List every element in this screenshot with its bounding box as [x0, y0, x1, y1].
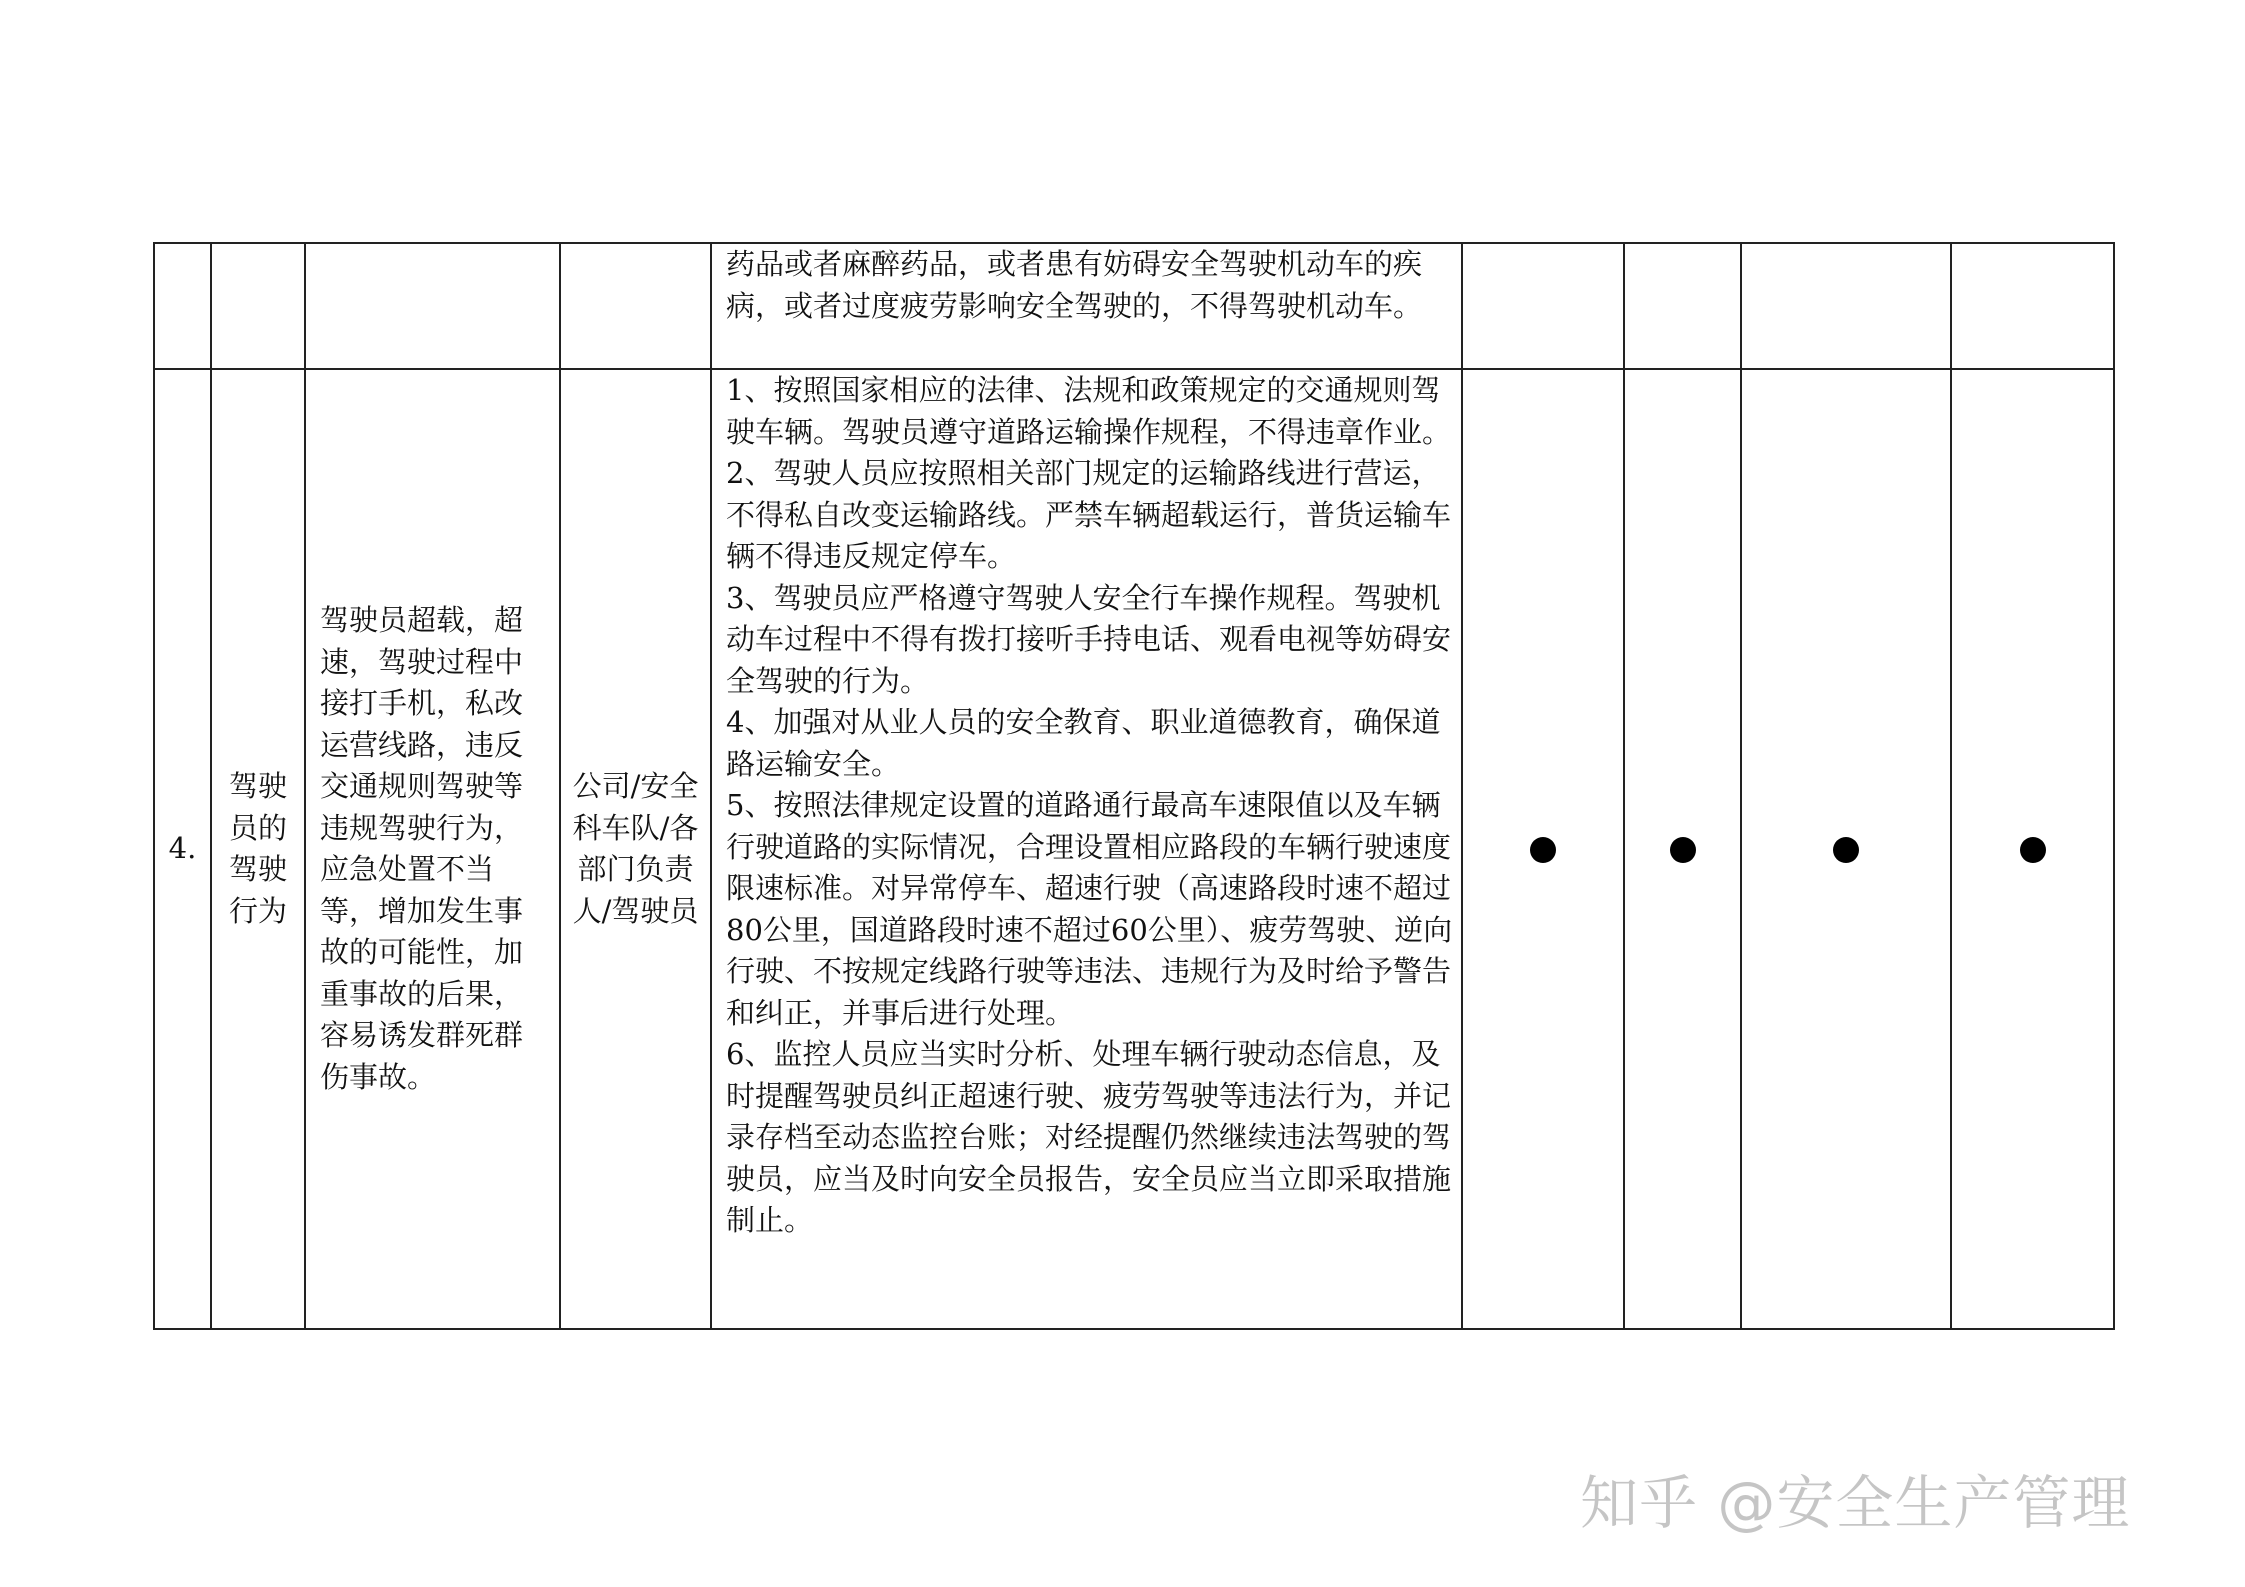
- measure-item-2: 2、驾驶人员应按照相关部门规定的运输路线进行营运，不得私自改变运输路线。严禁车辆超载运行，普货运输车辆不得违反规定停车。: [726, 456, 1452, 573]
- measure-item-6: 6、监控人员应当实时分析、处理车辆行驶动态信息，及时提醒驾驶员纠正超速行驶、疲劳驾驶等违法行为，并记录存档至动态监控台账；对经提醒仍然继续违法驾驶的驾驶员，应当及时向安全员报告，安全员应当立即采取措施制止。: [726, 1037, 1452, 1237]
- measure-item-3: 3、驾驶员应严格遵守驾驶人安全行车操作规程。驾驶机动车过程中不得有拨打接听手持电话、观看电视等妨碍安全驾驶的行为。: [726, 580, 1452, 698]
- cell-mark-empty-2: [1624, 243, 1741, 369]
- table-row-continued: [154, 243, 2114, 369]
- cell-mark-3: [1741, 369, 1951, 1329]
- cell-mark-1: [1462, 369, 1624, 1329]
- cell-mark-2: [1624, 369, 1741, 1329]
- cell-mark-4: [1951, 369, 2114, 1329]
- filled-dot-icon: [1833, 837, 1859, 863]
- filled-dot-icon: [2020, 837, 2046, 863]
- cell-responsible: 公司/安全科车队/各部门负责人/驾驶员: [560, 369, 711, 1329]
- measure-text: 药品或者麻醉药品，或者患有妨碍安全驾驶机动车的疾病，或者过度疲劳影响安全驾驶的，不得驾驶机动车。: [726, 247, 1423, 323]
- cell-hazard-empty: [305, 243, 560, 369]
- cell-seq-empty: [154, 243, 211, 369]
- measure-item-4: 4、加强对从业人员的安全教育、职业道德教育，确保道路运输安全。: [726, 705, 1441, 781]
- cell-measures-continued: [711, 243, 1462, 369]
- cell-measures: [711, 369, 1462, 1329]
- cell-hazard: 驾驶员超载，超速，驾驶过程中接打手机，私改运营线路，违反交通规则驾驶等违规驾驶行为，应急处置不当等，增加发生事故的可能性，加重事故的后果，容易诱发群死群伤事故。: [305, 369, 560, 1329]
- cell-mark-empty-1: [1462, 243, 1624, 369]
- cell-seq: 4.: [154, 369, 211, 1329]
- filled-dot-icon: [1530, 837, 1556, 863]
- cell-mark-empty-3: [1741, 243, 1951, 369]
- cell-item: 驾驶员的驾驶行为: [211, 369, 305, 1329]
- measure-item-1: 1、按照国家相应的法律、法规和政策规定的交通规则驾驶车辆。驾驶员遵守道路运输操作规程，不得违章作业。: [726, 373, 1452, 449]
- cell-responsible-empty: [560, 243, 711, 369]
- filled-dot-icon: [1670, 837, 1696, 863]
- cell-mark-empty-4: [1951, 243, 2114, 369]
- measure-item-5: 5、按照法律规定设置的道路通行最高车速限值以及车辆行驶道路的实际情况，合理设置相应路段的车辆行驶速度限速标准。对异常停车、超速行驶（高速路段时速不超过80公里，国道路段时速不超过60公里）、疲劳驾驶、逆向行驶、不按规定线路行驶等违法、违规行为及时给予警告和纠正，并事后进行处理。: [726, 788, 1453, 1030]
- risk-control-table: [153, 242, 2115, 1330]
- table-row-4: [154, 369, 2114, 1329]
- cell-item-empty: [211, 243, 305, 369]
- zhihu-watermark: 知乎 @安全生产管理: [1580, 1469, 2131, 1537]
